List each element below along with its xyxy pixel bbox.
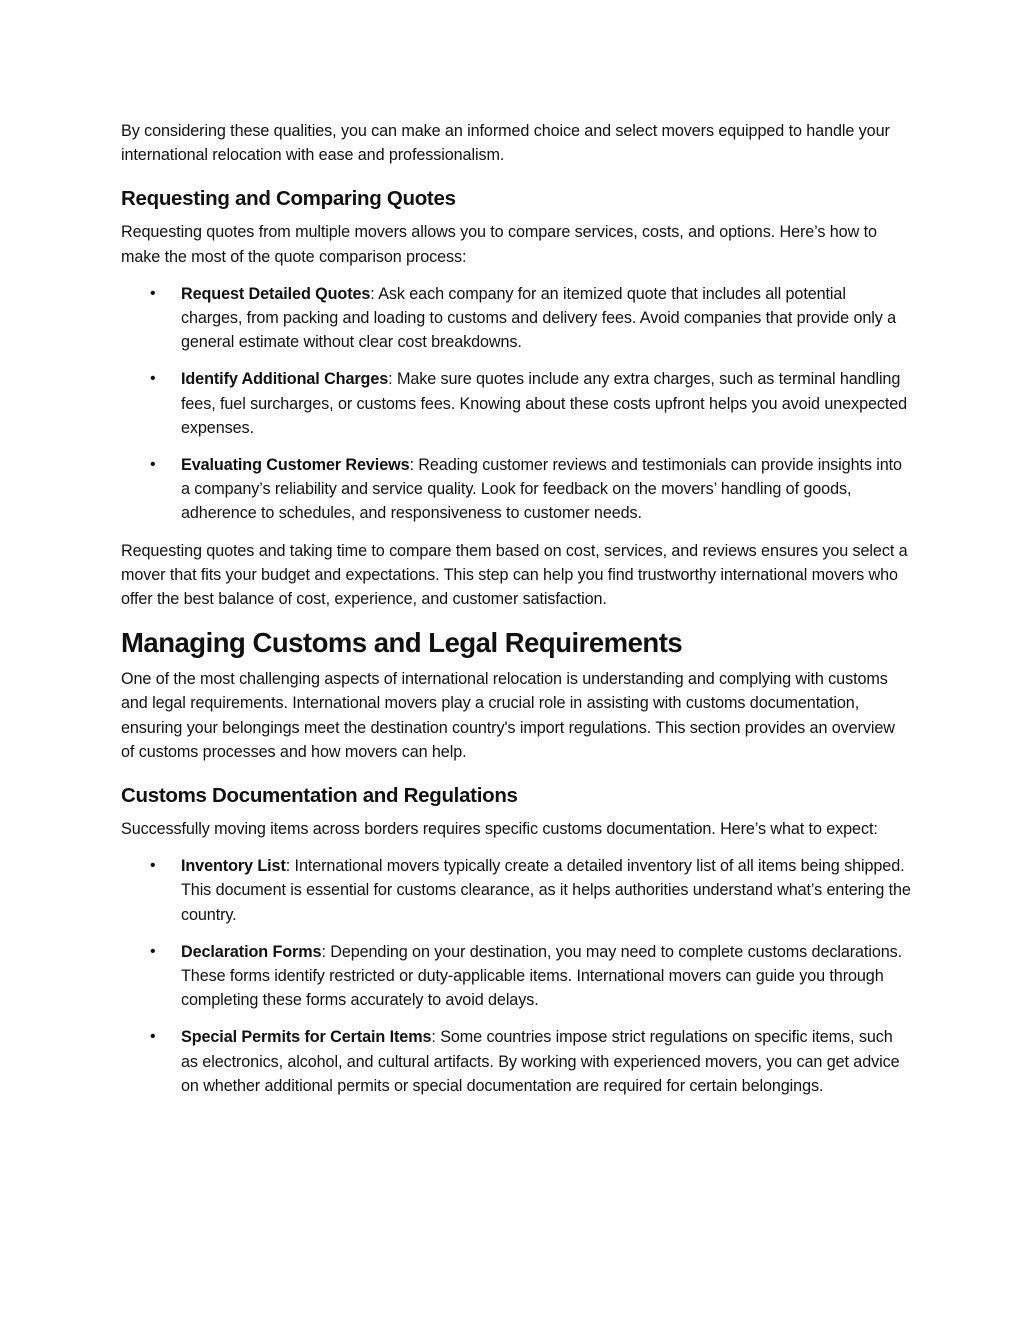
quotes-intro-paragraph: Requesting quotes from multiple movers allows you to compare services, costs, and options. Here’s how to make the most of the quote comparison process: (121, 223, 877, 266)
list-item (121, 940, 911, 1013)
list-item-text: : International movers typically create a detailed inventory list of all items being shipped. This document is essential for customs clearance, as it helps authorities understand what’s entering the country. (181, 857, 911, 924)
bullet-icon: • (150, 284, 156, 302)
bullet-icon: • (150, 1028, 156, 1046)
document-page (121, 119, 911, 1111)
customs-bullet-list (121, 854, 911, 1098)
customs-intro-paragraph: One of the most challenging aspects of international relocation is understanding and complying with customs and legal requirements. International movers play a crucial role in assisting with customs documentation, ensuring your belongings meet the destination country's import regulations. This section provides an overview of customs processes and how movers can help. (121, 670, 895, 761)
heading-managing-customs: Managing Customs and Legal Requirements (121, 627, 683, 659)
list-item-text: : Some countries impose strict regulations on specific items, such as electronics, alcohol, and cultural artifacts. By working with experienced movers, you can get advice on whether additional permits or special documentation are required for certain belongings. (181, 1028, 900, 1095)
list-item-term: Request Detailed Quotes (181, 284, 371, 303)
list-item (121, 854, 911, 927)
list-item-term: Declaration Forms (181, 942, 322, 961)
bullet-icon: • (150, 942, 156, 960)
bullet-icon: • (150, 857, 156, 875)
quotes-bullet-list (121, 282, 911, 526)
list-item (121, 453, 911, 526)
list-item-text: : Depending on your destination, you may need to complete customs declarations. These forms identify restricted or duty-applicable items. International movers can guide you through completing these forms accurately to avoid delays. (181, 942, 903, 1010)
list-item (121, 282, 911, 355)
list-item-term: Special Permits for Certain Items (181, 1028, 432, 1047)
heading-customs-documentation: Customs Documentation and Regulations (121, 784, 518, 808)
intro-paragraph: By considering these qualities, you can make an informed choice and select movers equipped to handle your international relocation with ease and professionalism. (121, 122, 890, 165)
quotes-summary-paragraph: Requesting quotes and taking time to compare them based on cost, services, and reviews ensures you select a mover that fits your budget and expectations. This step can help you find trustworthy international movers who offer the best balance of cost, experience, and customer satisfaction. (121, 541, 908, 609)
heading-requesting-comparing-quotes: Requesting and Comparing Quotes (121, 187, 456, 211)
list-item-text: : Reading customer reviews and testimonials can provide insights into a company’s reliability and service quality. Look for feedback on the movers’ handling of goods, adherence to schedules, and responsiveness to customer needs. (181, 456, 902, 523)
bullet-icon: • (150, 370, 156, 388)
list-item-term: Identify Additional Charges (181, 370, 389, 389)
list-item (121, 367, 911, 440)
bullet-icon: • (150, 456, 156, 474)
customs-docs-intro-paragraph: Successfully moving items across borders requires specific customs documentation. Here’s what to expect: (121, 820, 878, 839)
list-item-term: Inventory List (181, 857, 286, 876)
list-item-text: : Ask each company for an itemized quote that includes all potential charges, from packing and loading to customs and delivery fees. Avoid companies that provide only a general estimate without clear cost breakdowns. (181, 284, 897, 352)
list-item (121, 1025, 911, 1098)
list-item-text: : Make sure quotes include any extra charges, such as terminal handling fees, fuel surcharges, or customs fees. Knowing about these costs upfront helps you avoid unexpected expenses. (181, 370, 908, 437)
list-item-term: Evaluating Customer Reviews (181, 456, 410, 475)
